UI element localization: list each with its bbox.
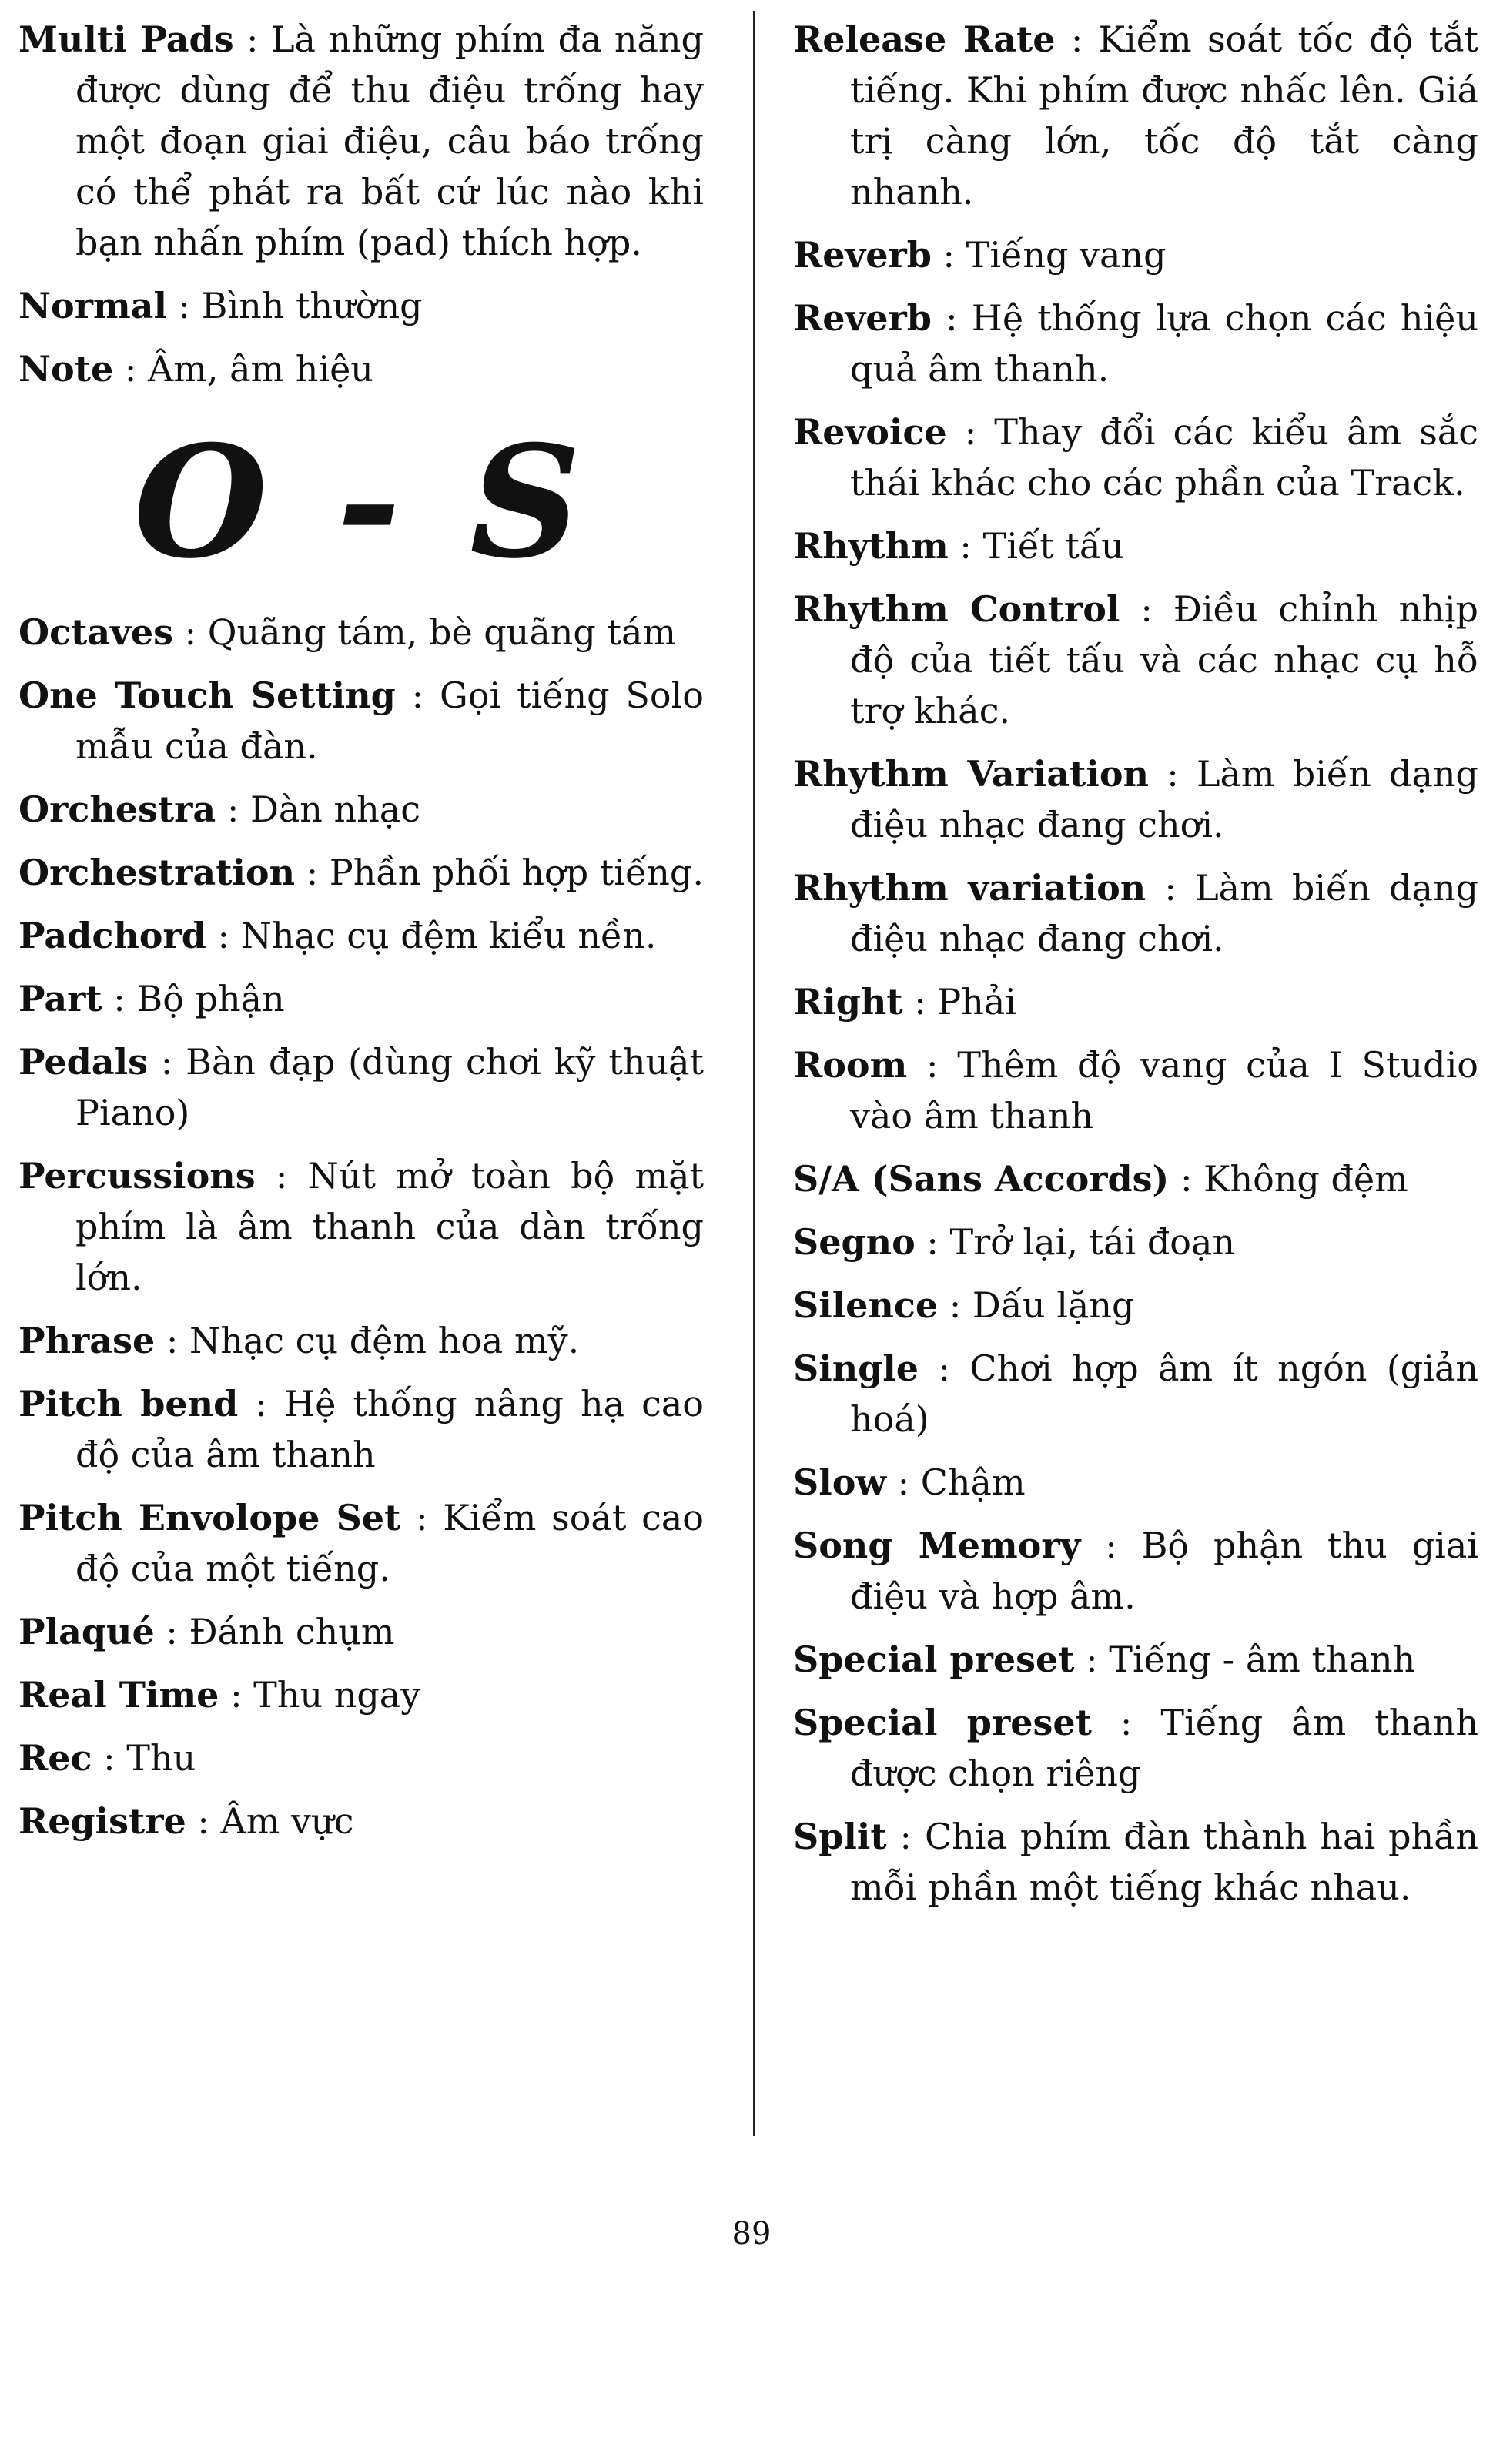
entry-definition: : Chậm — [897, 1461, 1026, 1503]
entry-term: Revoice — [793, 411, 947, 453]
entry-definition: : Bàn đạp (dùng chơi kỹ thuật Piano) — [75, 1041, 705, 1133]
entry-definition: : Kiểm soát cao độ của một tiếng. — [75, 1497, 704, 1589]
entry-term: Special preset — [793, 1702, 1092, 1743]
glossary-entry — [793, 748, 1478, 850]
entry-term: One Touch Setting — [18, 675, 396, 716]
entry-term: Rhythm Variation — [793, 753, 1150, 795]
entry-definition: : Âm vực — [197, 1800, 354, 1842]
glossary-entry — [793, 229, 1478, 280]
entry-term: Note — [18, 348, 114, 390]
page-number: 89 — [731, 2216, 772, 2251]
entry-term: S/A (Sans Accords) — [793, 1158, 1170, 1200]
glossary-entry — [793, 14, 1478, 217]
entry-definition: : Chia phím đàn thành hai phần mỗi phần một tiếng khác nhau. — [850, 1816, 1479, 1908]
left-entries-bottom — [18, 607, 704, 1846]
entry-term: Rhythm Control — [793, 588, 1120, 630]
glossary-entry — [18, 973, 704, 1024]
glossary-entry — [793, 1811, 1478, 1913]
entry-definition: : Đánh chụm — [166, 1611, 395, 1652]
glossary-entry — [793, 1040, 1478, 1141]
entry-definition: : Kiểm soát tốc độ tắt tiếng. Khi phím được nhấc lên. Giá trị càng lớn, tốc độ tắt càng nhanh. — [850, 18, 1478, 213]
entry-definition: : Tiếng vang — [942, 234, 1167, 276]
entry-definition: : Bộ phận thu giai điệu và hợp âm. — [850, 1525, 1478, 1617]
entry-definition: : Nhạc cụ đệm kiểu nền. — [217, 915, 657, 956]
entry-term: Song Memory — [793, 1525, 1081, 1566]
glossary-entry — [18, 670, 704, 772]
entry-term: Pitch bend — [18, 1383, 239, 1424]
entry-definition: : Tiếng - âm thanh — [1086, 1639, 1416, 1680]
glossary-entry — [18, 1796, 704, 1846]
entry-term: Room — [793, 1044, 908, 1086]
entry-term: Slow — [793, 1461, 886, 1503]
glossary-entry — [793, 407, 1478, 508]
entry-definition: : Dàn nhạc — [226, 788, 420, 830]
entry-definition: : Làm biến dạng điệu nhạc đang chơi. — [850, 867, 1479, 959]
right-column — [793, 14, 1478, 1925]
entry-definition: : Phần phối hợp tiếng. — [306, 852, 704, 893]
entry-term: Single — [793, 1348, 919, 1389]
entry-term: Special preset — [793, 1639, 1075, 1680]
entry-definition: : Quãng tám, bè quãng tám — [184, 611, 677, 653]
left-entries-top — [18, 14, 704, 394]
entry-definition: : Bộ phận — [113, 978, 285, 1019]
entry-term: Multi Pads — [18, 18, 234, 60]
glossary-entry — [793, 976, 1478, 1027]
entry-term: Release Rate — [793, 18, 1056, 60]
glossary-entry — [793, 521, 1478, 571]
glossary-entry — [793, 1457, 1478, 1508]
entry-definition: : Thu ngay — [230, 1674, 421, 1716]
glossary-entry — [793, 1153, 1478, 1204]
entry-definition: : Âm, âm hiệu — [124, 348, 373, 390]
entry-definition: : Tiết tấu — [959, 525, 1124, 567]
entry-term: Percussions — [18, 1155, 256, 1197]
glossary-entry — [793, 1520, 1478, 1622]
glossary-entry — [18, 1492, 704, 1594]
entry-term: Phrase — [18, 1320, 156, 1361]
entry-definition: : Thay đổi các kiểu âm sắc thái khác cho các phần của Track. — [850, 411, 1478, 504]
entry-definition: : Hệ thống lựa chọn các hiệu quả âm thanh. — [850, 297, 1478, 390]
entry-definition: : Dấu lặng — [949, 1284, 1135, 1326]
glossary-entry — [18, 1669, 704, 1720]
entry-term: Rec — [18, 1737, 92, 1779]
entry-definition: : Không đệm — [1180, 1158, 1408, 1200]
entry-term: Split — [793, 1816, 887, 1857]
entry-term: Plaqué — [18, 1611, 155, 1652]
entry-definition: : Nhạc cụ đệm hoa mỹ. — [166, 1320, 580, 1361]
glossary-entry — [793, 1697, 1478, 1799]
glossary-entry — [18, 1036, 704, 1138]
glossary-entry — [793, 1634, 1478, 1685]
glossary-entry — [18, 1150, 704, 1303]
glossary-entry — [793, 1217, 1478, 1267]
section-heading: O - S — [133, 412, 589, 593]
glossary-entry — [18, 1378, 704, 1480]
entry-term: Orchestra — [18, 788, 216, 830]
glossary-entry — [793, 862, 1478, 964]
entry-term: Real Time — [18, 1674, 219, 1716]
entry-term: Silence — [793, 1284, 939, 1326]
glossary-entry — [18, 784, 704, 835]
entry-term: Reverb — [793, 234, 932, 276]
entry-definition: : Thu — [103, 1737, 196, 1779]
entry-term: Rhythm — [793, 525, 949, 567]
entry-term: Pitch Envolope Set — [18, 1497, 401, 1538]
entry-term: Octaves — [18, 611, 174, 653]
entry-definition: : Hệ thống nâng hạ cao độ của âm thanh — [75, 1383, 704, 1475]
entry-term: Right — [793, 981, 903, 1023]
left-column — [18, 14, 704, 1859]
glossary-entry — [18, 1315, 704, 1366]
entry-definition: : Phải — [914, 981, 1017, 1023]
entry-term: Padchord — [18, 915, 206, 956]
entry-definition: : Nút mở toàn bộ mặt phím là âm thanh của dàn trống lớn. — [75, 1155, 704, 1298]
entry-term: Part — [18, 978, 102, 1019]
glossary-entry — [18, 847, 704, 898]
entry-definition: : Là những phím đa năng được dùng để thu điệu trống hay một đoạn giai điệu, câu báo trống có thể phát ra bất cứ lúc nào khi bạn nhấn phím (pad) thích hợp. — [75, 18, 705, 263]
entry-term: Rhythm variation — [793, 867, 1146, 909]
glossary-entry — [18, 343, 704, 394]
entry-definition: : Bình thường — [178, 285, 423, 326]
glossary-entry — [18, 14, 704, 268]
entry-term: Pedals — [18, 1041, 148, 1083]
glossary-entry — [18, 1732, 704, 1783]
glossary-entry — [18, 1606, 704, 1657]
section-heading-wrap — [18, 407, 704, 599]
entry-definition: : Trở lại, tái đoạn — [926, 1221, 1236, 1263]
entry-term: Orchestration — [18, 852, 296, 893]
entry-definition: : Tiếng âm thanh được chọn riêng — [850, 1702, 1479, 1794]
glossary-entry — [18, 607, 704, 658]
entry-term: Segno — [793, 1221, 916, 1263]
glossary-entry — [793, 293, 1478, 394]
entry-definition: : Gọi tiếng Solo mẫu của đàn. — [75, 675, 704, 767]
entry-definition: : Chơi hợp âm ít ngón (giản hoá) — [850, 1348, 1479, 1440]
glossary-entry — [793, 584, 1478, 736]
glossary-entry — [18, 910, 704, 961]
column-divider — [753, 11, 755, 2136]
entry-term: Registre — [18, 1800, 186, 1842]
right-entries — [793, 14, 1478, 1913]
entry-definition: : Làm biến dạng điệu nhạc đang chơi. — [850, 753, 1478, 845]
glossary-entry — [18, 280, 704, 331]
entry-term: Normal — [18, 285, 167, 326]
entry-definition: : Điều chỉnh nhịp độ của tiết tấu và các nhạc cụ hỗ trợ khác. — [850, 588, 1478, 732]
glossary-entry — [793, 1343, 1478, 1445]
entry-definition: : Thêm độ vang của I Studio vào âm thanh — [850, 1044, 1478, 1137]
entry-term: Reverb — [793, 297, 932, 339]
glossary-entry — [793, 1280, 1478, 1331]
